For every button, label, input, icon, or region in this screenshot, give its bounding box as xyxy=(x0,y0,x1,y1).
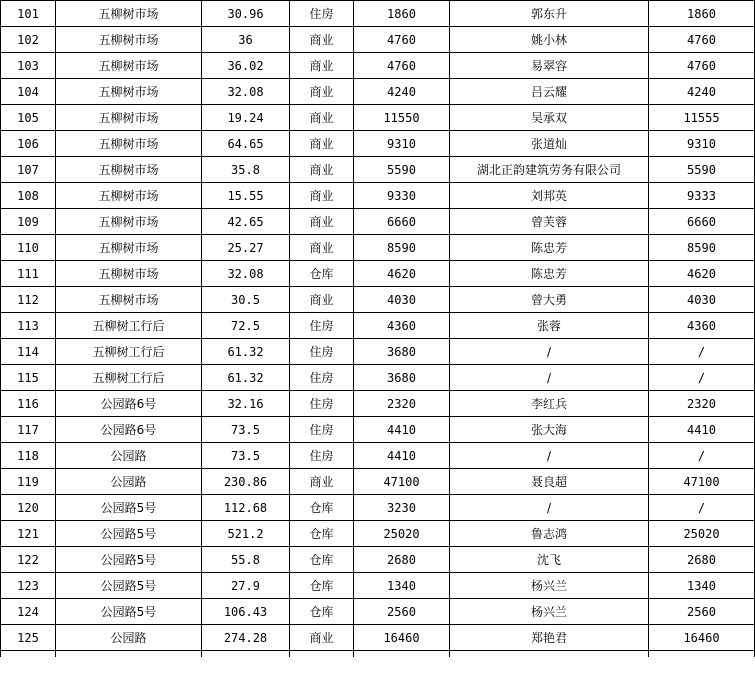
cell-tenant-name: 吕云耀 xyxy=(450,79,649,105)
cell-usage-type: 仓库 xyxy=(290,599,354,625)
cell-tenant-name: / xyxy=(450,365,649,391)
cell-tenant-name: 易翠容 xyxy=(450,53,649,79)
cell-paid-amount: 25020 xyxy=(649,521,755,547)
cell-location: 公园路6号 xyxy=(56,391,202,417)
cell-partial xyxy=(56,651,202,657)
cell-location: 公园路5号 xyxy=(56,573,202,599)
cell-area: 36 xyxy=(202,27,290,53)
cell-paid-amount: 4240 xyxy=(649,79,755,105)
cell-area: 36.02 xyxy=(202,53,290,79)
cell-usage-type: 住房 xyxy=(290,365,354,391)
cell-tenant-name: 张蓉 xyxy=(450,313,649,339)
cell-tenant-name: 姚小林 xyxy=(450,27,649,53)
cell-partial xyxy=(649,651,755,657)
cell-tenant-name: 鲁志鸿 xyxy=(450,521,649,547)
cell-tenant-name: 刘邦英 xyxy=(450,183,649,209)
cell-partial xyxy=(290,651,354,657)
cell-amount: 4240 xyxy=(354,79,450,105)
cell-usage-type: 商业 xyxy=(290,625,354,651)
cell-location: 公园路 xyxy=(56,443,202,469)
cell-row-number: 103 xyxy=(1,53,56,79)
cell-row-number: 119 xyxy=(1,469,56,495)
table-row xyxy=(1,287,755,313)
cell-amount: 11550 xyxy=(354,105,450,131)
cell-location: 五柳树市场 xyxy=(56,183,202,209)
cell-partial xyxy=(450,651,649,657)
cell-usage-type: 商业 xyxy=(290,287,354,313)
cell-usage-type: 住房 xyxy=(290,443,354,469)
cell-row-number: 121 xyxy=(1,521,56,547)
cell-row-number: 104 xyxy=(1,79,56,105)
cell-paid-amount: 1340 xyxy=(649,573,755,599)
cell-amount: 3230 xyxy=(354,495,450,521)
cell-paid-amount: 2560 xyxy=(649,599,755,625)
cell-row-number: 113 xyxy=(1,313,56,339)
cell-row-number: 109 xyxy=(1,209,56,235)
cell-area: 274.28 xyxy=(202,625,290,651)
cell-amount: 25020 xyxy=(354,521,450,547)
table-row xyxy=(1,417,755,443)
table-row xyxy=(1,573,755,599)
cell-paid-amount: 4620 xyxy=(649,261,755,287)
table-row xyxy=(1,365,755,391)
cell-usage-type: 商业 xyxy=(290,53,354,79)
cell-area: 30.96 xyxy=(202,1,290,27)
cell-area: 106.43 xyxy=(202,599,290,625)
cell-area: 27.9 xyxy=(202,573,290,599)
cell-partial xyxy=(202,651,290,657)
cell-tenant-name: 聂良超 xyxy=(450,469,649,495)
cell-paid-amount: / xyxy=(649,495,755,521)
cell-amount: 8590 xyxy=(354,235,450,261)
table-row xyxy=(1,79,755,105)
cell-amount: 16460 xyxy=(354,625,450,651)
cell-amount: 47100 xyxy=(354,469,450,495)
cell-tenant-name: / xyxy=(450,339,649,365)
cell-partial xyxy=(354,651,450,657)
cell-area: 521.2 xyxy=(202,521,290,547)
cell-row-number: 117 xyxy=(1,417,56,443)
cell-paid-amount: 9333 xyxy=(649,183,755,209)
table-row xyxy=(1,235,755,261)
cell-area: 55.8 xyxy=(202,547,290,573)
cell-row-number: 116 xyxy=(1,391,56,417)
cell-area: 25.27 xyxy=(202,235,290,261)
cell-paid-amount: 5590 xyxy=(649,157,755,183)
cell-paid-amount: 9310 xyxy=(649,131,755,157)
cell-tenant-name: / xyxy=(450,495,649,521)
cell-row-number: 114 xyxy=(1,339,56,365)
table-row xyxy=(1,105,755,131)
table-row xyxy=(1,599,755,625)
cell-tenant-name: 郑艳君 xyxy=(450,625,649,651)
cell-paid-amount: 6660 xyxy=(649,209,755,235)
cell-location: 五柳树市场 xyxy=(56,209,202,235)
cell-usage-type: 商业 xyxy=(290,27,354,53)
cell-usage-type: 住房 xyxy=(290,313,354,339)
cell-location: 五柳树市场 xyxy=(56,105,202,131)
cell-usage-type: 仓库 xyxy=(290,573,354,599)
table-row xyxy=(1,469,755,495)
cell-area: 30.5 xyxy=(202,287,290,313)
cell-amount: 5590 xyxy=(354,157,450,183)
table-row xyxy=(1,313,755,339)
cell-tenant-name: 沈飞 xyxy=(450,547,649,573)
cell-tenant-name: 陈忠芳 xyxy=(450,235,649,261)
cell-area: 32.08 xyxy=(202,79,290,105)
cell-paid-amount: 4360 xyxy=(649,313,755,339)
cell-row-number: 124 xyxy=(1,599,56,625)
cell-tenant-name: 曾大勇 xyxy=(450,287,649,313)
cell-amount: 4030 xyxy=(354,287,450,313)
table-row xyxy=(1,391,755,417)
cell-amount: 3680 xyxy=(354,339,450,365)
cell-amount: 1860 xyxy=(354,1,450,27)
cell-amount: 6660 xyxy=(354,209,450,235)
table-row xyxy=(1,495,755,521)
cell-area: 230.86 xyxy=(202,469,290,495)
table-row xyxy=(1,183,755,209)
cell-row-number: 125 xyxy=(1,625,56,651)
cell-location: 公园路6号 xyxy=(56,417,202,443)
cell-amount: 3680 xyxy=(354,365,450,391)
cell-location: 公园路5号 xyxy=(56,547,202,573)
cell-usage-type: 商业 xyxy=(290,209,354,235)
cell-row-number: 123 xyxy=(1,573,56,599)
cell-area: 73.5 xyxy=(202,417,290,443)
cell-usage-type: 住房 xyxy=(290,417,354,443)
cell-row-number: 120 xyxy=(1,495,56,521)
cell-row-number: 101 xyxy=(1,1,56,27)
cell-partial xyxy=(1,651,56,657)
cell-location: 五柳树市场 xyxy=(56,157,202,183)
cell-location: 公园路 xyxy=(56,625,202,651)
cell-paid-amount: 47100 xyxy=(649,469,755,495)
cell-tenant-name: 湖北正韵建筑劳务有限公司 xyxy=(450,157,649,183)
cell-location: 公园路5号 xyxy=(56,521,202,547)
cell-area: 61.32 xyxy=(202,339,290,365)
cell-area: 42.65 xyxy=(202,209,290,235)
cell-row-number: 107 xyxy=(1,157,56,183)
cell-usage-type: 商业 xyxy=(290,131,354,157)
cell-amount: 2320 xyxy=(354,391,450,417)
cell-amount: 9310 xyxy=(354,131,450,157)
table-row xyxy=(1,209,755,235)
cell-row-number: 115 xyxy=(1,365,56,391)
cell-row-number: 108 xyxy=(1,183,56,209)
cell-area: 72.5 xyxy=(202,313,290,339)
cell-location: 五柳树市场 xyxy=(56,53,202,79)
cell-tenant-name: 曾芙蓉 xyxy=(450,209,649,235)
cell-usage-type: 住房 xyxy=(290,391,354,417)
cell-usage-type: 仓库 xyxy=(290,495,354,521)
cell-location: 五柳树市场 xyxy=(56,27,202,53)
table-row xyxy=(1,547,755,573)
cell-location: 公园路5号 xyxy=(56,495,202,521)
table-row xyxy=(1,521,755,547)
cell-location: 五柳树市场 xyxy=(56,287,202,313)
cell-tenant-name: 张大海 xyxy=(450,417,649,443)
cell-row-number: 105 xyxy=(1,105,56,131)
cell-location: 五柳树工行后 xyxy=(56,365,202,391)
cell-paid-amount: 4030 xyxy=(649,287,755,313)
cell-paid-amount: 16460 xyxy=(649,625,755,651)
cell-location: 五柳树市场 xyxy=(56,1,202,27)
cell-paid-amount: 4410 xyxy=(649,417,755,443)
cell-location: 五柳树工行后 xyxy=(56,339,202,365)
table-row xyxy=(1,261,755,287)
cell-paid-amount: / xyxy=(649,365,755,391)
table-row xyxy=(1,625,755,651)
cell-paid-amount: / xyxy=(649,443,755,469)
cell-paid-amount: / xyxy=(649,339,755,365)
cell-location: 五柳树市场 xyxy=(56,79,202,105)
cell-area: 64.65 xyxy=(202,131,290,157)
cell-paid-amount: 8590 xyxy=(649,235,755,261)
cell-area: 73.5 xyxy=(202,443,290,469)
table-row xyxy=(1,131,755,157)
table-row xyxy=(1,53,755,79)
cell-area: 35.8 xyxy=(202,157,290,183)
cell-location: 五柳树工行后 xyxy=(56,313,202,339)
cell-tenant-name: 杨兴兰 xyxy=(450,573,649,599)
cell-usage-type: 住房 xyxy=(290,1,354,27)
cell-area: 61.32 xyxy=(202,365,290,391)
cell-area: 112.68 xyxy=(202,495,290,521)
cell-amount: 4760 xyxy=(354,27,450,53)
cell-row-number: 102 xyxy=(1,27,56,53)
cell-location: 公园路5号 xyxy=(56,599,202,625)
cell-usage-type: 商业 xyxy=(290,469,354,495)
table-row xyxy=(1,1,755,27)
cell-row-number: 110 xyxy=(1,235,56,261)
table-row xyxy=(1,443,755,469)
cell-row-number: 111 xyxy=(1,261,56,287)
cell-row-number: 118 xyxy=(1,443,56,469)
cell-usage-type: 仓库 xyxy=(290,547,354,573)
table-row-partial xyxy=(1,651,755,657)
cell-usage-type: 住房 xyxy=(290,339,354,365)
cell-amount: 9330 xyxy=(354,183,450,209)
cell-amount: 4410 xyxy=(354,443,450,469)
cell-amount: 1340 xyxy=(354,573,450,599)
cell-usage-type: 商业 xyxy=(290,235,354,261)
cell-amount: 4360 xyxy=(354,313,450,339)
cell-paid-amount: 2680 xyxy=(649,547,755,573)
cell-tenant-name: 陈忠芳 xyxy=(450,261,649,287)
cell-amount: 4620 xyxy=(354,261,450,287)
cell-tenant-name: 吴承双 xyxy=(450,105,649,131)
cell-usage-type: 商业 xyxy=(290,157,354,183)
table-row xyxy=(1,27,755,53)
cell-tenant-name: 李红兵 xyxy=(450,391,649,417)
cell-amount: 4410 xyxy=(354,417,450,443)
cell-usage-type: 商业 xyxy=(290,183,354,209)
cell-paid-amount: 2320 xyxy=(649,391,755,417)
table-row xyxy=(1,339,755,365)
cell-paid-amount: 11555 xyxy=(649,105,755,131)
cell-paid-amount: 4760 xyxy=(649,27,755,53)
cell-amount: 2560 xyxy=(354,599,450,625)
cell-row-number: 112 xyxy=(1,287,56,313)
cell-tenant-name: / xyxy=(450,443,649,469)
cell-amount: 4760 xyxy=(354,53,450,79)
cell-area: 32.08 xyxy=(202,261,290,287)
cell-location: 五柳树市场 xyxy=(56,261,202,287)
cell-usage-type: 仓库 xyxy=(290,521,354,547)
cell-usage-type: 仓库 xyxy=(290,261,354,287)
cell-area: 19.24 xyxy=(202,105,290,131)
cell-area: 32.16 xyxy=(202,391,290,417)
cell-paid-amount: 1860 xyxy=(649,1,755,27)
table-body xyxy=(1,1,755,657)
cell-row-number: 122 xyxy=(1,547,56,573)
cell-tenant-name: 郭东升 xyxy=(450,1,649,27)
cell-amount: 2680 xyxy=(354,547,450,573)
cell-area: 15.55 xyxy=(202,183,290,209)
cell-tenant-name: 张道灿 xyxy=(450,131,649,157)
cell-location: 公园路 xyxy=(56,469,202,495)
cell-location: 五柳树市场 xyxy=(56,235,202,261)
cell-usage-type: 商业 xyxy=(290,105,354,131)
cell-row-number: 106 xyxy=(1,131,56,157)
cell-usage-type: 商业 xyxy=(290,79,354,105)
cell-location: 五柳树市场 xyxy=(56,131,202,157)
cell-paid-amount: 4760 xyxy=(649,53,755,79)
cell-tenant-name: 杨兴兰 xyxy=(450,599,649,625)
table-row xyxy=(1,157,755,183)
